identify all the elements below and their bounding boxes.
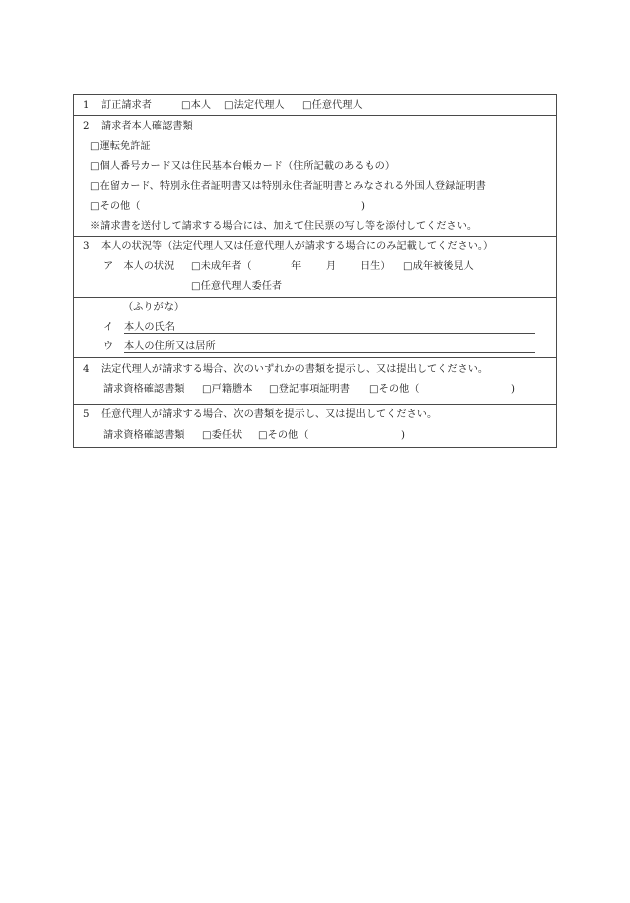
section5-number: 5 — [83, 409, 90, 420]
checkbox-voluntary-agent-principal[interactable]: □任意代理人委任者 — [191, 281, 283, 292]
checkbox-residence-card[interactable]: □在留カード、特別永住者証明書又は特別永住者証明書とみなされる外国人登録証明書 — [90, 181, 486, 192]
section4-title: 法定代理人が請求する場合、次のいずれかの書類を提示し、又は提出してください。 — [101, 364, 489, 375]
checkbox-family-register[interactable]: □戸籍謄本 — [202, 384, 253, 395]
section5-close-paren: ) — [401, 430, 405, 441]
checkbox-other-id[interactable]: □その他（ — [90, 201, 141, 212]
divider — [74, 404, 556, 405]
birth-month-label: 月 — [326, 261, 337, 272]
section2-note: ※請求書を送付して請求する場合には、加えて住民票の写し等を添付してください。 — [90, 221, 478, 232]
section5-docs-label: 請求資格確認書類 — [103, 430, 185, 441]
item-u-label: ウ — [103, 341, 114, 352]
divider — [74, 297, 556, 298]
birth-year-label: 年 — [291, 261, 302, 272]
birth-day-label: 日生） — [360, 261, 391, 272]
section4-number: 4 — [83, 364, 90, 375]
checkbox-principal[interactable]: □本人 — [181, 100, 212, 111]
divider — [74, 115, 556, 116]
item-i-label: イ — [103, 322, 114, 333]
subject-address-label: 本人の住所又は居所 — [124, 341, 216, 352]
checkbox-my-number-card[interactable]: □個人番号カード又は住民基本台帳カード（住所記載のあるもの） — [90, 161, 396, 172]
section2-title: 請求者本人確認書類 — [101, 121, 193, 132]
checkbox-adult-ward[interactable]: □成年被後見人 — [403, 261, 474, 272]
section4-docs-label: 請求資格確認書類 — [103, 384, 185, 395]
section3-number: 3 — [83, 241, 90, 252]
checkbox-voluntary-agent[interactable]: □任意代理人 — [302, 100, 363, 111]
checkbox-legal-agent[interactable]: □法定代理人 — [224, 100, 285, 111]
section1-number: 1 — [83, 100, 90, 111]
furigana-label: （ふりがな） — [123, 302, 185, 313]
other-id-close-paren: ) — [361, 201, 365, 212]
subject-name-field[interactable] — [124, 333, 535, 334]
correction-request-form — [73, 94, 557, 448]
checkbox-power-of-attorney[interactable]: □委任状 — [202, 430, 243, 441]
divider — [74, 236, 556, 237]
divider — [74, 357, 556, 358]
checkbox-minor[interactable]: □未成年者（ — [191, 261, 252, 272]
subject-address-field[interactable] — [124, 352, 535, 353]
section3-title: 本人の状況等（法定代理人又は任意代理人が請求する場合にのみ記載してください。） — [101, 241, 494, 252]
section5-title: 任意代理人が請求する場合、次の書類を提示し、又は提出してください。 — [101, 409, 438, 420]
checkbox-registry-certificate[interactable]: □登記事項証明書 — [269, 384, 350, 395]
checkbox-other-docs-5[interactable]: □その他（ — [258, 430, 309, 441]
checkbox-drivers-license[interactable]: □運転免許証 — [90, 141, 151, 152]
checkbox-other-docs-4[interactable]: □その他（ — [369, 384, 420, 395]
subject-name-label: 本人の氏名 — [124, 322, 175, 333]
subject-status-label: ア 本人の状況 — [103, 261, 175, 272]
section1-title: 訂正請求者 — [101, 100, 152, 111]
section4-close-paren: ) — [511, 384, 515, 395]
section2-number: 2 — [83, 121, 90, 132]
